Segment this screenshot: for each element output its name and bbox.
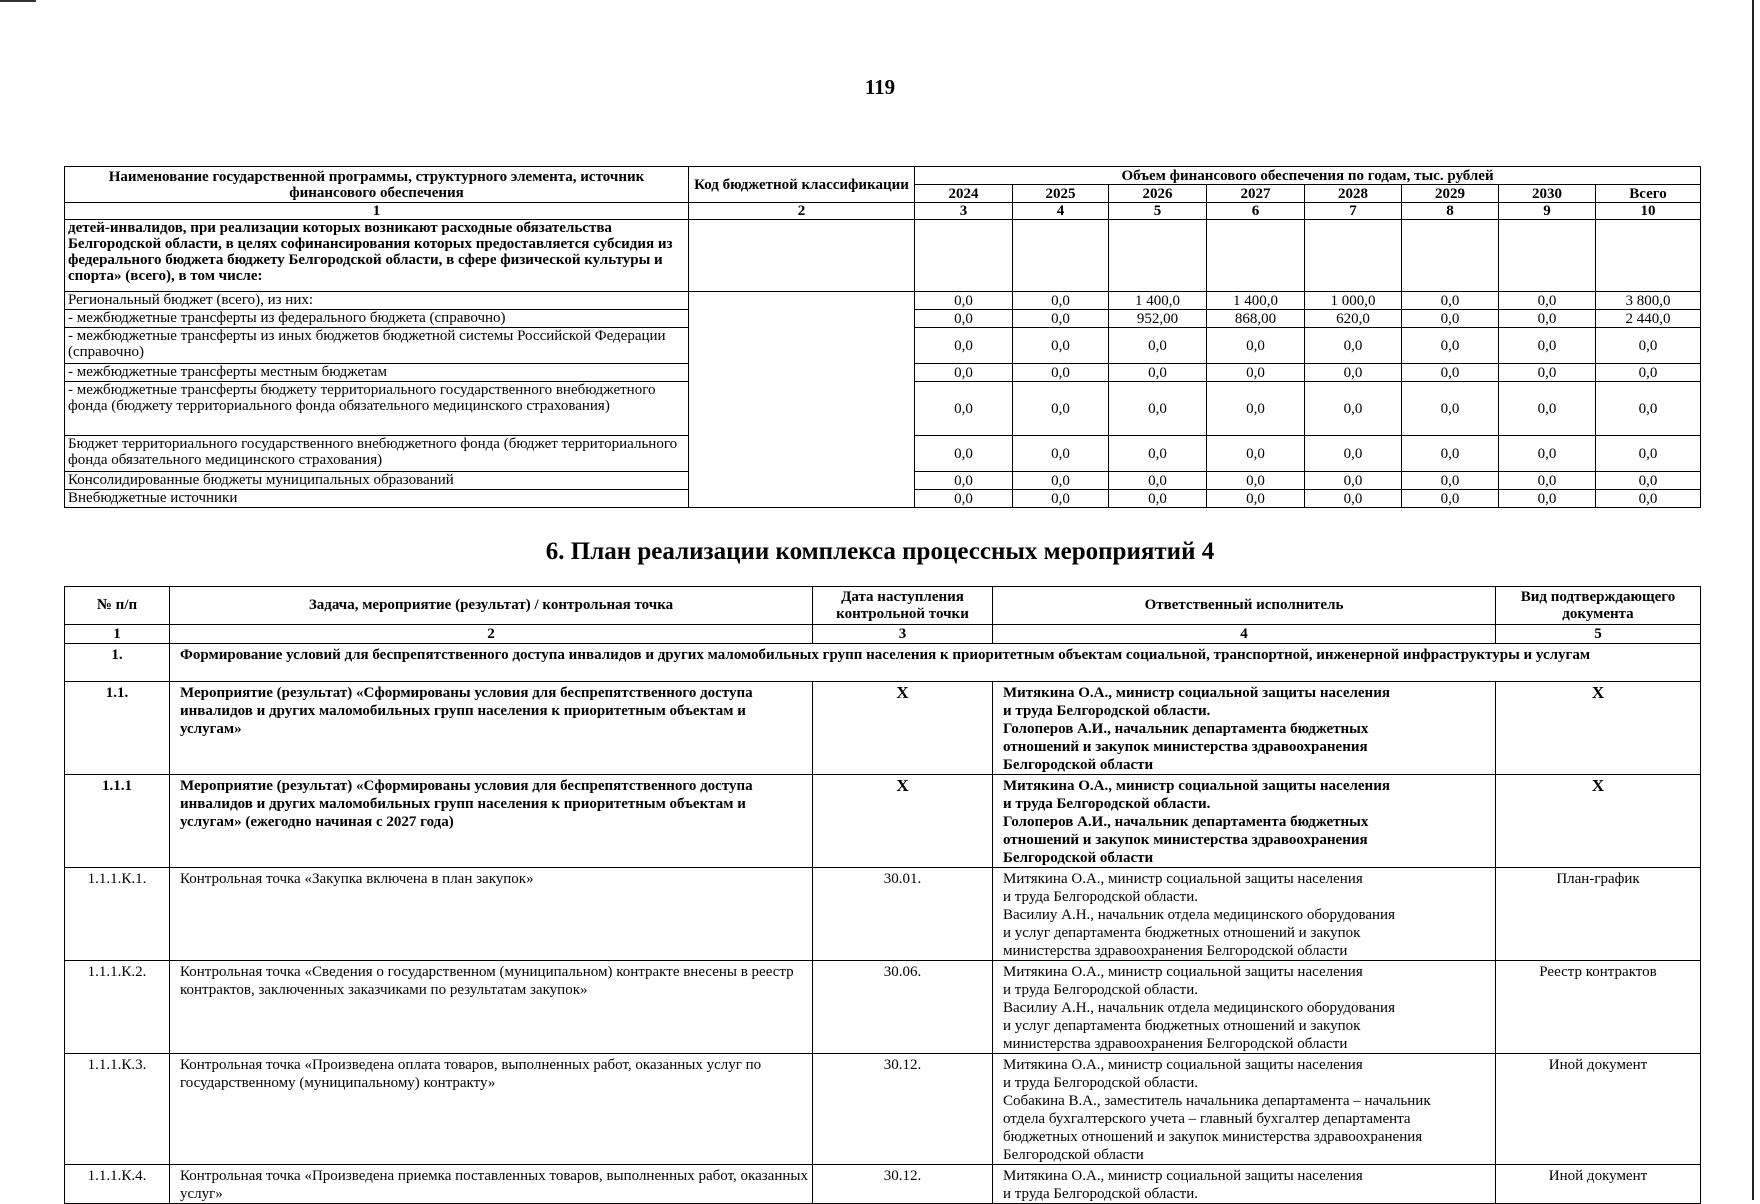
year-value: 0,0 — [1402, 310, 1499, 328]
column-number: 4 — [1013, 203, 1109, 220]
column-number: 1 — [65, 625, 170, 644]
year-value: 0,0 — [915, 292, 1013, 310]
checkpoint-row — [65, 961, 1701, 1054]
year-value: 0,0 — [1013, 364, 1109, 382]
column-number-row — [65, 625, 1701, 644]
header-total: Всего — [1596, 185, 1701, 203]
header-year: 2025 — [1013, 185, 1109, 203]
year-value: 0,0 — [1013, 472, 1109, 490]
header-executor: Ответственный исполнитель — [993, 587, 1496, 625]
intro-text: детей-инвалидов, при реализации которых возникают расходные обязательства Белгородской области, в целях софинансирования которых предоставляется субсидия из федерального бюджета бюджету Белгородской области, в сфере физической культуры и спорта» (всего), в том числе: — [65, 220, 689, 292]
intro-row — [65, 220, 1701, 292]
task-description: Контрольная точка «Закупка включена в план закупок» — [170, 868, 813, 961]
column-number: 4 — [993, 625, 1496, 644]
year-value: 0,0 — [1402, 328, 1499, 364]
responsible-executor: Митякина О.А., министр социальной защиты населения и труда Белгородской области. Василиу А.Н., начальник отдела медицинского оборудования и услуг департамента бюджетных отношений и закупок министерства здравоохранения Белгородской области — [993, 961, 1496, 1054]
year-value: 0,0 — [1109, 490, 1207, 508]
confirming-document: План-график — [1496, 868, 1701, 961]
year-value: 952,00 — [1109, 310, 1207, 328]
header-num: № п/п — [65, 587, 170, 625]
row-number: 1.1.1.К.3. — [65, 1054, 170, 1165]
empty-cell — [1596, 220, 1701, 292]
year-value: 0,0 — [1109, 382, 1207, 436]
responsible-executor: Митякина О.А., министр социальной защиты населения и труда Белгородской области. Голоперов А.И., начальник департамента бюджетных отношений и закупок министерства здравоохранения Белгородской области — [993, 775, 1496, 868]
task-description: Мероприятие (результат) «Сформированы условия для беспрепятственного доступа инвалидов и других маломобильных групп населения к приоритетным объектам и услугам» — [170, 682, 813, 775]
year-value: 0,0 — [1109, 364, 1207, 382]
source-name: - межбюджетные трансферты местным бюджетам — [65, 364, 689, 382]
task-number: 1. — [65, 644, 170, 682]
year-value: 0,0 — [915, 328, 1013, 364]
year-value: 1 400,0 — [1109, 292, 1207, 310]
year-value: 0,0 — [1109, 328, 1207, 364]
total-value: 2 440,0 — [1596, 310, 1701, 328]
year-value: 868,00 — [1207, 310, 1305, 328]
row-number: 1.1.1 — [65, 775, 170, 868]
row-number: 1.1. — [65, 682, 170, 775]
total-value: 0,0 — [1596, 490, 1701, 508]
row-number: 1.1.1.К.4. — [65, 1165, 170, 1204]
year-value: 0,0 — [1499, 436, 1596, 472]
column-number: 9 — [1499, 203, 1596, 220]
row-number: 1.1.1.К.1. — [65, 868, 170, 961]
header-year: 2029 — [1402, 185, 1499, 203]
header-volume: Объем финансового обеспечения по годам, тыс. рублей — [915, 167, 1701, 185]
year-value: 0,0 — [1499, 490, 1596, 508]
year-value: 1 000,0 — [1305, 292, 1402, 310]
year-value: 0,0 — [1402, 436, 1499, 472]
year-value: 0,0 — [1305, 328, 1402, 364]
year-value: 0,0 — [1499, 382, 1596, 436]
responsible-executor: Митякина О.А., министр социальной защиты населения и труда Белгородской области. — [993, 1165, 1496, 1204]
total-value: 0,0 — [1596, 364, 1701, 382]
year-value: 0,0 — [915, 436, 1013, 472]
column-number: 10 — [1596, 203, 1701, 220]
confirming-document: Иной документ — [1496, 1054, 1701, 1165]
year-value: 0,0 — [1013, 328, 1109, 364]
year-value: 0,0 — [1499, 472, 1596, 490]
budget-code-cell — [689, 292, 915, 508]
column-number: 2 — [689, 203, 915, 220]
year-value: 0,0 — [1499, 328, 1596, 364]
empty-cell — [1305, 220, 1402, 292]
empty-cell — [1109, 220, 1207, 292]
year-value: 0,0 — [1402, 292, 1499, 310]
confirming-document: Реестр контрактов — [1496, 961, 1701, 1054]
year-value: 0,0 — [1499, 364, 1596, 382]
scan-edge-mark — [0, 0, 36, 2]
checkpoint-date: Х — [813, 682, 993, 775]
page-number: 119 — [864, 75, 896, 99]
source-name: Консолидированные бюджеты муниципальных образований — [65, 472, 689, 490]
checkpoint-row — [65, 1054, 1701, 1165]
task-description: Контрольная точка «Произведена оплата товаров, выполненных работ, оказанных услуг по государственному (муниципальному) контракту» — [170, 1054, 813, 1165]
year-value: 0,0 — [1207, 472, 1305, 490]
header-year: 2030 — [1499, 185, 1596, 203]
year-value: 0,0 — [1402, 490, 1499, 508]
confirming-document: Х — [1496, 682, 1701, 775]
checkpoint-date: 30.12. — [813, 1054, 993, 1165]
year-value: 0,0 — [1207, 436, 1305, 472]
year-value: 0,0 — [915, 310, 1013, 328]
total-value: 0,0 — [1596, 382, 1701, 436]
checkpoint-date: Х — [813, 775, 993, 868]
header-task: Задача, мероприятие (результат) / контрольная точка — [170, 587, 813, 625]
year-value: 0,0 — [1305, 364, 1402, 382]
year-value: 0,0 — [1207, 490, 1305, 508]
responsible-executor: Митякина О.А., министр социальной защиты населения и труда Белгородской области. Голоперов А.И., начальник департамента бюджетных отношений и закупок министерства здравоохранения Белгородской области — [993, 682, 1496, 775]
year-value: 0,0 — [1109, 436, 1207, 472]
empty-cell — [1013, 220, 1109, 292]
header-doc: Вид подтверждающего документа — [1496, 587, 1701, 625]
source-name: - межбюджетные трансферты бюджету территориального государственного внебюджетного фонда (бюджету территориального фонда обязательного медицинского страхования) — [65, 382, 689, 436]
year-value: 0,0 — [915, 364, 1013, 382]
empty-cell — [1402, 220, 1499, 292]
plan-rows — [65, 682, 1701, 1204]
column-number: 7 — [1305, 203, 1402, 220]
year-value: 0,0 — [915, 490, 1013, 508]
source-name: - межбюджетные трансферты из иных бюджетов бюджетной системы Российской Федерации (справочно) — [65, 328, 689, 364]
year-value: 0,0 — [1305, 382, 1402, 436]
total-value: 3 800,0 — [1596, 292, 1701, 310]
checkpoint-row — [65, 868, 1701, 961]
header-name: Наименование государственной программы, структурного элемента, источник финансового обеспечения — [65, 167, 689, 203]
column-number: 6 — [1207, 203, 1305, 220]
year-value: 0,0 — [1013, 490, 1109, 508]
checkpoint-date: 30.06. — [813, 961, 993, 1054]
checkpoint-row — [65, 1165, 1701, 1204]
column-number: 3 — [915, 203, 1013, 220]
year-value: 0,0 — [915, 472, 1013, 490]
empty-cell — [915, 220, 1013, 292]
checkpoint-date: 30.01. — [813, 868, 993, 961]
year-value: 0,0 — [1402, 472, 1499, 490]
year-value: 0,0 — [1109, 472, 1207, 490]
total-value: 0,0 — [1596, 328, 1701, 364]
source-name: Бюджет территориального государственного внебюджетного фонда (бюджет территориального фонда обязательного медицинского страхования) — [65, 436, 689, 472]
year-value: 0,0 — [1207, 328, 1305, 364]
row-number: 1.1.1.К.2. — [65, 961, 170, 1054]
task-row — [65, 644, 1701, 682]
column-number-row — [65, 203, 1701, 220]
year-value: 0,0 — [1402, 364, 1499, 382]
scan-edge-line — [1752, 0, 1754, 1200]
year-value: 0,0 — [1305, 472, 1402, 490]
header-year: 2028 — [1305, 185, 1402, 203]
header-date: Дата наступления контрольной точки — [813, 587, 993, 625]
column-number: 5 — [1109, 203, 1207, 220]
section-title: 6. План реализации комплекса процессных мероприятий 4 — [545, 538, 1215, 565]
source-name: - межбюджетные трансферты из федерального бюджета (справочно) — [65, 310, 689, 328]
year-value: 0,0 — [1305, 490, 1402, 508]
finance-rows — [65, 292, 1701, 508]
column-number: 3 — [813, 625, 993, 644]
year-value: 620,0 — [1305, 310, 1402, 328]
empty-cell — [689, 220, 915, 292]
year-value: 0,0 — [1402, 382, 1499, 436]
year-value: 0,0 — [1013, 382, 1109, 436]
finance-row — [65, 292, 1701, 310]
header-year: 2024 — [915, 185, 1013, 203]
year-value: 0,0 — [1013, 310, 1109, 328]
finance-table — [64, 166, 1701, 508]
task-text: Формирование условий для беспрепятственного доступа инвалидов и других маломобильных групп населения к приоритетным объектам социальной, транспортной, инженерной инфраструктуры и услугам — [170, 644, 1701, 682]
task-description: Контрольная точка «Произведена приемка поставленных товаров, выполненных работ, оказанных услуг» — [170, 1165, 813, 1204]
checkpoint-date: 30.12. — [813, 1165, 993, 1204]
source-name: Региональный бюджет (всего), из них: — [65, 292, 689, 310]
header-year: 2027 — [1207, 185, 1305, 203]
year-value: 0,0 — [1499, 310, 1596, 328]
measure-row — [65, 682, 1701, 775]
column-number: 2 — [170, 625, 813, 644]
year-value: 0,0 — [1207, 382, 1305, 436]
column-number: 1 — [65, 203, 689, 220]
source-name: Внебюджетные источники — [65, 490, 689, 508]
measure-row — [65, 775, 1701, 868]
confirming-document: Иной документ — [1496, 1165, 1701, 1204]
task-description: Контрольная точка «Сведения о государственном (муниципальном) контракте внесены в реестр контрактов, заключенных заказчиками по результатам закупок» — [170, 961, 813, 1054]
column-number: 5 — [1496, 625, 1701, 644]
year-value: 0,0 — [915, 382, 1013, 436]
year-value: 0,0 — [1013, 292, 1109, 310]
confirming-document: Х — [1496, 775, 1701, 868]
header-code: Код бюджетной классификации — [689, 167, 915, 203]
year-value: 0,0 — [1499, 292, 1596, 310]
empty-cell — [1207, 220, 1305, 292]
plan-table — [64, 586, 1701, 1204]
total-value: 0,0 — [1596, 436, 1701, 472]
year-value: 0,0 — [1207, 364, 1305, 382]
empty-cell — [1499, 220, 1596, 292]
total-value: 0,0 — [1596, 472, 1701, 490]
year-value: 0,0 — [1305, 436, 1402, 472]
column-number: 8 — [1402, 203, 1499, 220]
task-description: Мероприятие (результат) «Сформированы условия для беспрепятственного доступа инвалидов и других маломобильных групп населения к приоритетным объектам и услугам» (ежегодно начиная с 2027 года) — [170, 775, 813, 868]
header-year: 2026 — [1109, 185, 1207, 203]
responsible-executor: Митякина О.А., министр социальной защиты населения и труда Белгородской области. Собакина В.А., заместитель начальника департамента – начальник отдела бухгалтерского учета – главный бухгалтер департамента бюджетных отношений и закупок министерства здравоохранения Белгородской области — [993, 1054, 1496, 1165]
responsible-executor: Митякина О.А., министр социальной защиты населения и труда Белгородской области. Василиу А.Н., начальник отдела медицинского оборудования и услуг департамента бюджетных отношений и закупок министерства здравоохранения Белгородской области — [993, 868, 1496, 961]
year-value: 0,0 — [1013, 436, 1109, 472]
year-value: 1 400,0 — [1207, 292, 1305, 310]
